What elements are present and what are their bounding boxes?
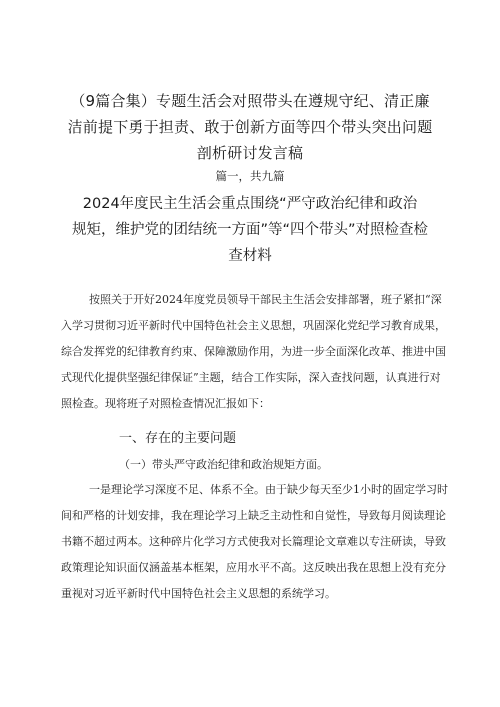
part-label: 篇一，共九篇	[215, 169, 285, 183]
paragraph-line: 重视对习近平新时代中国特色社会主义思想的系统学习。	[61, 587, 336, 600]
subtitle-line: 查材料	[228, 248, 272, 264]
paragraph-line: 按照关于开好2024年度党员领导干部民主生活会安排部署，班子紧扣“深	[89, 293, 442, 306]
paragraph-line: 间和严格的计划安排，我在理论学习上缺乏主动性和自觉性，导致每月阅读理论	[61, 509, 446, 522]
title-line: 剖析研讨发言稿	[196, 144, 304, 162]
intro-paragraph	[61, 287, 446, 417]
paragraph-line: 式现代化提供坚强纪律保证”主题，结合工作实际，深入查找问题，认真进行对	[61, 371, 441, 384]
document-title	[60, 88, 440, 166]
section-title	[60, 191, 440, 269]
paragraph-line: 一是理论学习深度不足、体系不全。由于缺少每天至少1小时的固定学习时	[89, 483, 448, 496]
title-line: （9篇合集）专题生活会对照带头在遵规守纪、清正廉	[70, 92, 430, 110]
subtitle-line: 2024年度民主生活会重点围绕“严守政治纪律和政治	[82, 196, 418, 212]
section-heading: 一、存在的主要问题	[119, 431, 237, 446]
paragraph-line: 综合发挥党的纪律教育约束、保障激励作用，为进一步全面深化改革、推进中国	[61, 345, 446, 358]
body-paragraph	[61, 477, 448, 607]
subtitle-line: 规矩，维护党的团结统一方面”等“四个带头”对照检查检	[71, 222, 429, 238]
title-line: 洁前提下勇于担责、敢于创新方面等四个带头突出问题	[67, 118, 433, 136]
paragraph-line: 书籍不超过两本。这种碎片化学习方式使我对长篇理论文章难以专注研读，导致	[61, 535, 446, 548]
paragraph-line: 照检查。现将班子对照检查情况汇报如下：	[61, 397, 270, 410]
subsection-heading: （一）带头严守政治纪律和政治规矩方面。	[119, 458, 328, 471]
paragraph-line: 入学习贯彻习近平新时代中国特色社会主义思想，巩固深化党纪学习教育成果，	[61, 319, 446, 332]
paragraph-line: 政策理论知识面仅涵盖基本框架，应用水平不高。这反映出我在思想上没有充分	[61, 561, 446, 574]
